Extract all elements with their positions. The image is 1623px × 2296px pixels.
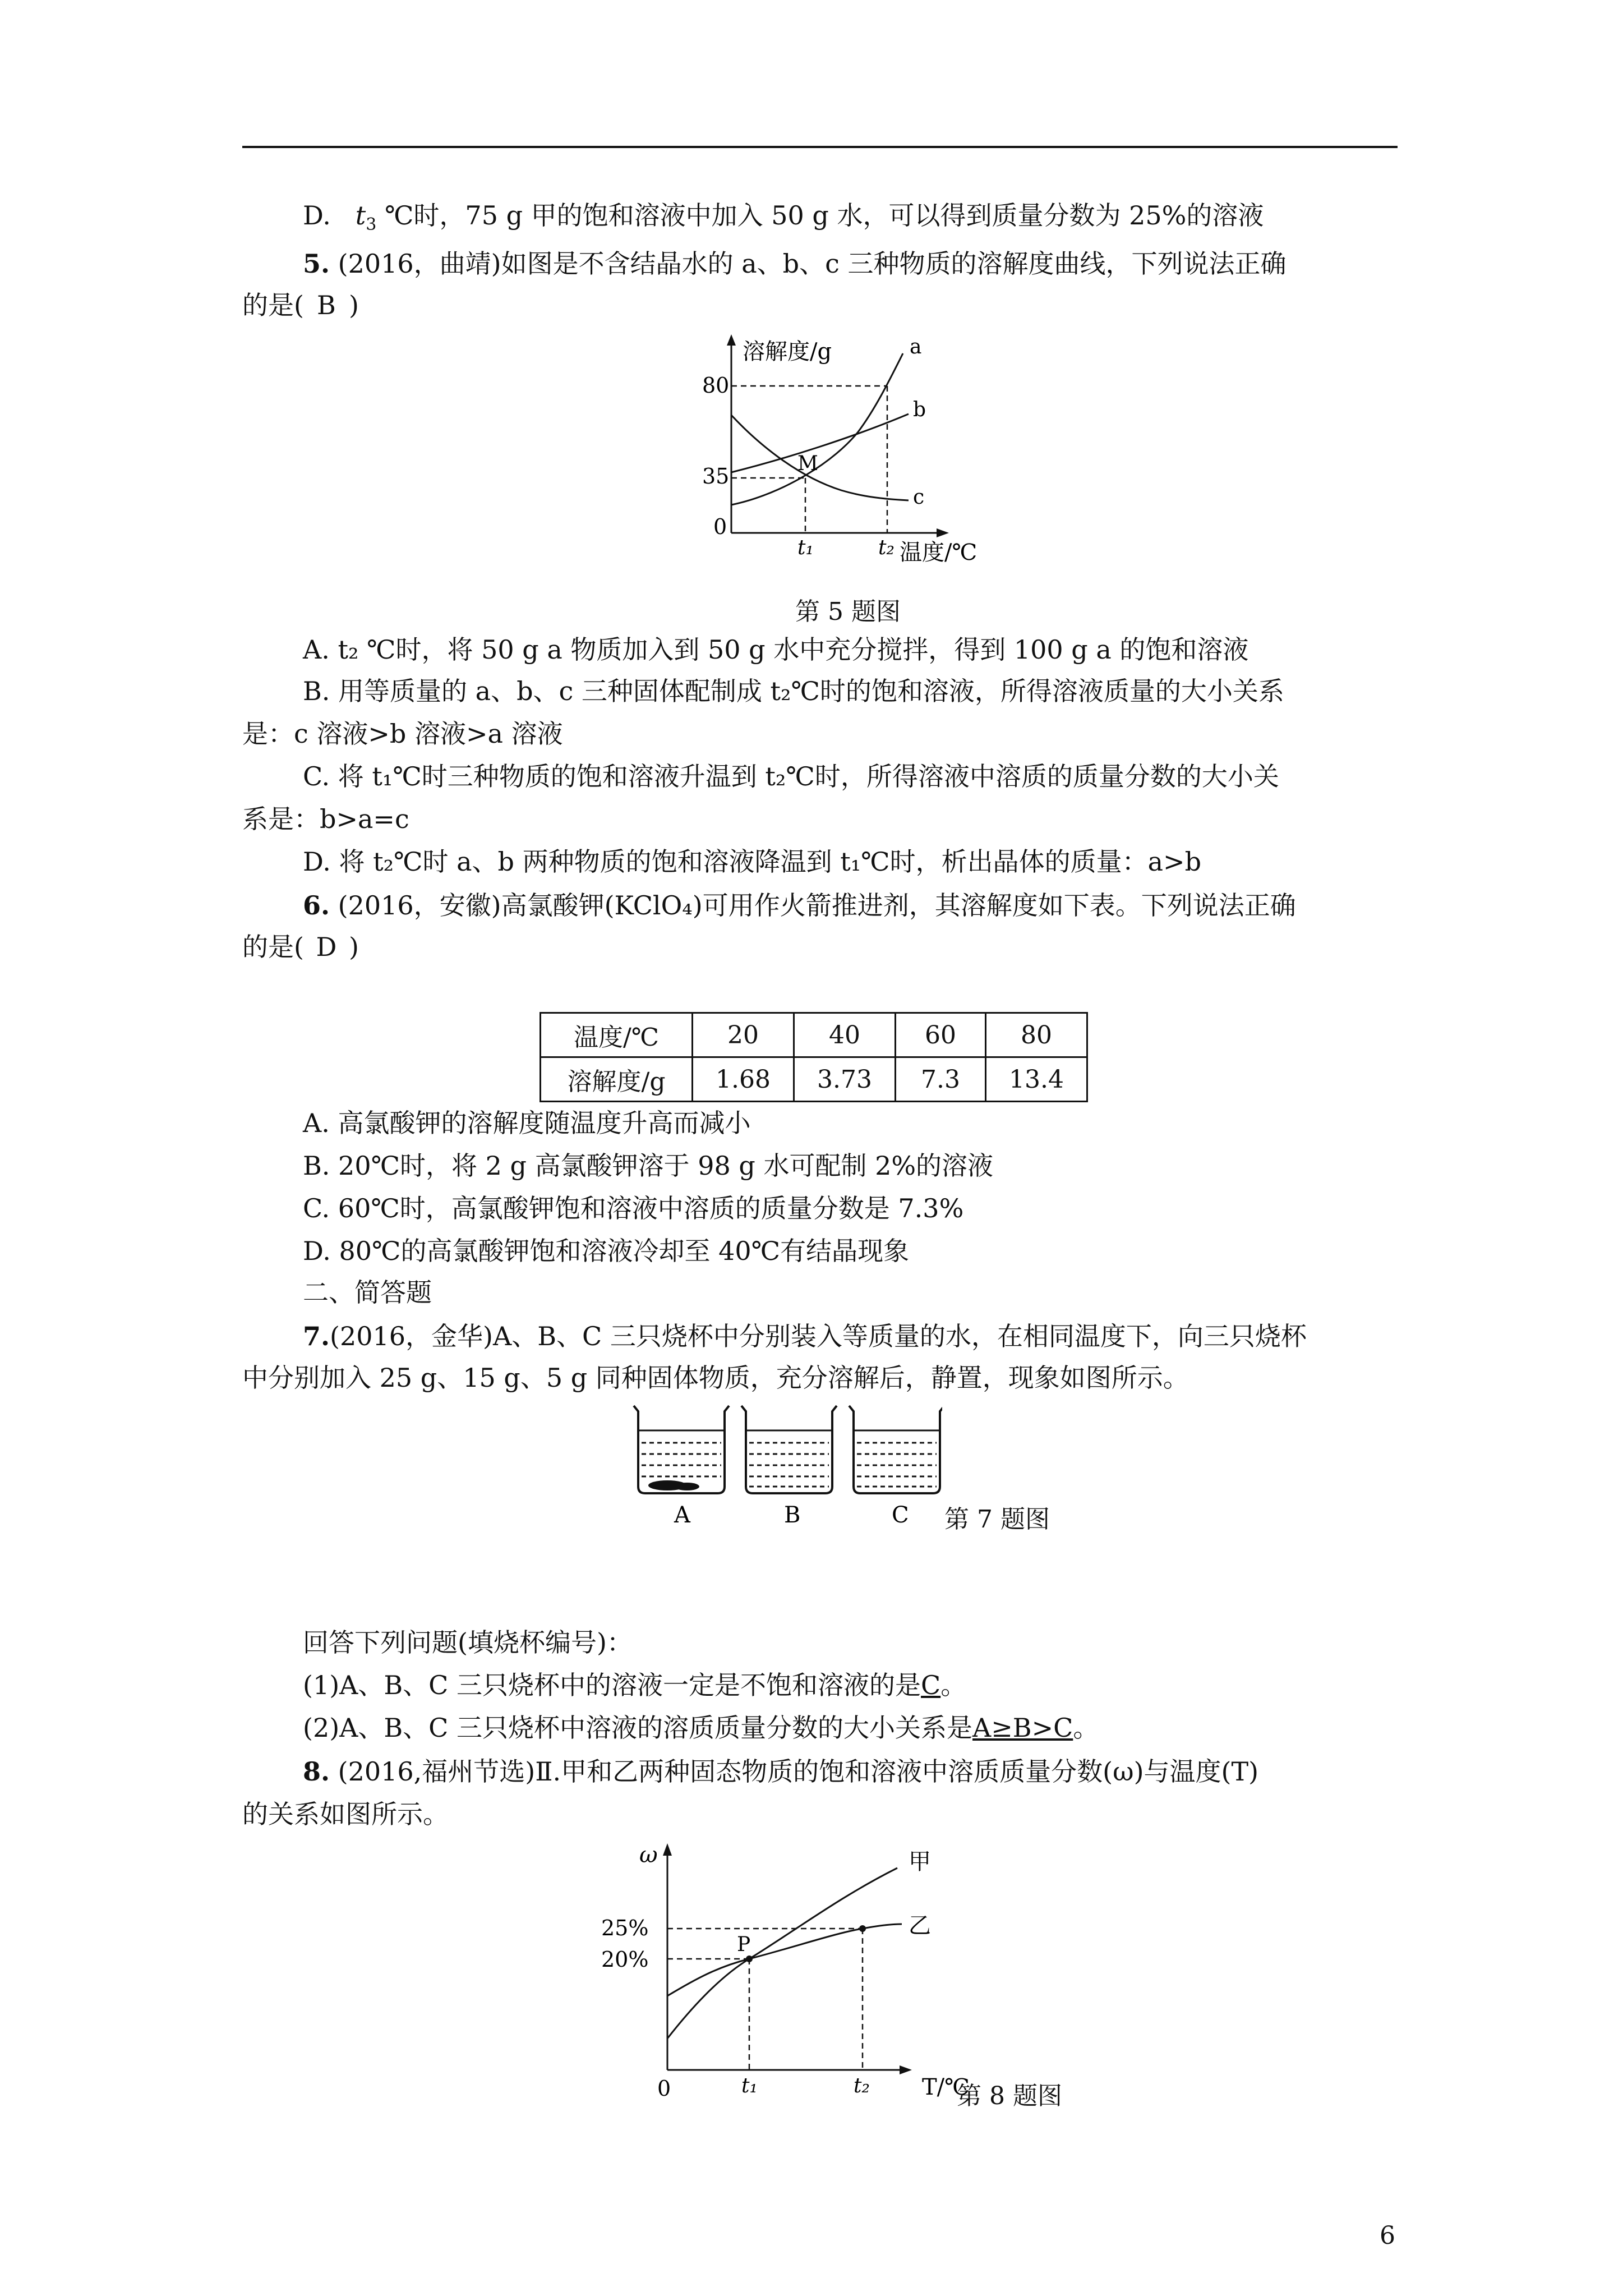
x-tick-t1: t₁ [797, 536, 814, 559]
series-label-yi: 乙 [909, 1913, 931, 1939]
q4-option-d: D. $t_3$ ℃时，75 g 甲的饱和溶液中加入 50 g 水，可以得到质量分数为 25%的溶液 [303, 200, 1264, 235]
table-cell: 80 [986, 1013, 1087, 1057]
y-tick-20: 20% [601, 1947, 649, 1972]
beaker-label-b: B [784, 1502, 801, 1528]
q6-option-d: D. 80℃的高氯酸钾饱和溶液冷却至 40℃有结晶现象 [303, 1236, 910, 1266]
q6-option-a: A. 高氯酸钾的溶解度随温度升高而减小 [303, 1108, 751, 1138]
q7-sub2-answer: A≥B>C [972, 1713, 1073, 1743]
q7-stem-line1: 7.(2016，金华)A、B、C 三只烧杯中分别装入等质量的水，在相同温度下，向三只烧杯 [303, 1321, 1307, 1351]
table-cell: 7.3 [896, 1057, 986, 1102]
table-row [541, 1057, 1087, 1102]
series-label-a: a [910, 335, 922, 358]
series-label-c: c [913, 486, 925, 509]
x-axis-arrow [900, 2065, 912, 2074]
y-tick-0: 0 [713, 514, 727, 539]
q5-option-b-line2: 是：c 溶液>b 溶液>a 溶液 [242, 719, 563, 749]
x-axis-label: T/℃ [922, 2074, 970, 2100]
q6-option-c: C. 60℃时，高氯酸钾饱和溶液中溶质的质量分数是 7.3% [303, 1193, 964, 1223]
x-tick-t2: t₂ [878, 536, 895, 559]
point-t2-yi [859, 1925, 866, 1932]
q6-stem-line2: 的是( D ) [242, 929, 359, 965]
q7-sub1: (1)A、B、C 三只烧杯中的溶液一定是不饱和溶液的是C。 [303, 1670, 967, 1700]
q5-answer: B [317, 290, 336, 320]
curve-b [731, 414, 909, 472]
q5-option-a: A. t₂ ℃时，将 50 g a 物质加入到 50 g 水中充分搅拌，得到 100 g a 的饱和溶液 [303, 634, 1249, 665]
q7-sub2: (2)A、B、C 三只烧杯中溶液的溶质质量分数的大小关系是A≥B>C。 [303, 1713, 1099, 1743]
y-axis-arrow [727, 334, 736, 346]
beaker-label-c: C [892, 1502, 909, 1528]
curve-c [731, 415, 909, 500]
point-p [746, 1955, 753, 1962]
q5-option-b-line1: B. 用等质量的 a、b、c 三种固体配制成 t₂℃时的饱和溶液，所得溶液质量的大小关系 [303, 676, 1284, 706]
curve-a [731, 353, 903, 505]
q7-sub1-answer: C [921, 1670, 941, 1700]
table-cell: 60 [896, 1013, 986, 1057]
q7-beakers-figure [628, 1402, 942, 1531]
y-axis-label: 溶解度/g [743, 339, 832, 365]
table-cell: 40 [794, 1013, 896, 1057]
q8-figure-caption: 第 8 题图 [957, 2082, 1062, 2110]
table-cell: 溶解度/g [541, 1057, 693, 1102]
header-rule [242, 146, 1398, 148]
q5-stem-line2: 的是( B ) [242, 287, 359, 323]
y-tick-35: 35 [702, 464, 730, 489]
x-axis-arrow [937, 528, 949, 537]
y-tick-25: 25% [601, 1916, 649, 1940]
point-p-label: P [737, 1933, 751, 1956]
series-label-b: b [913, 398, 926, 421]
q7-figure-caption: 第 7 题图 [944, 1505, 1050, 1534]
q6-stem-line1: 6. (2016，安徽)高氯酸钾(KClO₄)可用作火箭推进剂，其溶解度如下表。下列说法正确 [303, 890, 1296, 921]
q5-option-c-line2: 系是：b>a=c [242, 804, 409, 834]
table-cell: 20 [693, 1013, 794, 1057]
y-tick-80: 80 [702, 373, 730, 398]
series-label-jia: 甲 [909, 1849, 931, 1875]
q5-option-d: D. 将 t₂℃时 a、b 两种物质的饱和溶液降温到 t₁℃时，析出晶体的质量：a>b [303, 846, 1202, 877]
q7-prompt: 回答下列问题(填烧杯编号)： [303, 1627, 633, 1658]
q8-stem-line2: 的关系如图所示。 [242, 1799, 449, 1829]
x-tick-t2: t₂ [854, 2074, 870, 2097]
table-cell: 13.4 [986, 1057, 1087, 1102]
section-heading: 二、简答题 [303, 1277, 432, 1308]
table-cell: 1.68 [693, 1057, 794, 1102]
point-m-label: M [797, 452, 818, 475]
q5-option-c-line1: C. 将 t₁℃时三种物质的饱和溶液升温到 t₂℃时，所得溶液中溶质的质量分数的大小关 [303, 761, 1279, 792]
x-axis-label: 温度/℃ [900, 540, 978, 565]
beaker-b [741, 1406, 837, 1493]
q5-figure-caption: 第 5 题图 [795, 597, 901, 626]
y-axis-arrow [663, 1843, 672, 1856]
q8-stem-line1: 8. (2016,福州节选)Ⅱ.甲和乙两种固态物质的饱和溶液中溶质质量分数(ω)与温度(T) [303, 1756, 1259, 1787]
y-axis-label: ω [639, 1842, 658, 1868]
x-tick-t1: t₁ [741, 2074, 758, 2097]
page-number: 6 [1380, 2221, 1395, 2250]
q8-mass-fraction-chart [594, 1840, 987, 2104]
beaker-a [634, 1406, 729, 1493]
q6-answer: D [316, 932, 337, 962]
beaker-c [849, 1406, 942, 1493]
q5-stem-line1: 5. (2016，曲靖)如图是不含结晶水的 a、b、c 三种物质的溶解度曲线，下列说法正确 [303, 249, 1287, 279]
beaker-label-a: A [674, 1502, 690, 1528]
curve-yi [667, 1924, 902, 1996]
y-tick-0: 0 [657, 2076, 671, 2101]
table-row [541, 1013, 1087, 1057]
q7-stem-line2: 中分别加入 25 g、15 g、5 g 同种固体物质，充分溶解后，静置，现象如图所示。 [242, 1363, 1189, 1393]
q6-option-b: B. 20℃时，将 2 g 高氯酸钾溶于 98 g 水可配制 2%的溶液 [303, 1151, 994, 1181]
q6-solubility-table [540, 1012, 1088, 1102]
table-cell: 3.73 [794, 1057, 896, 1102]
table-cell: 温度/℃ [541, 1013, 693, 1057]
q5-solubility-chart [673, 331, 1021, 578]
